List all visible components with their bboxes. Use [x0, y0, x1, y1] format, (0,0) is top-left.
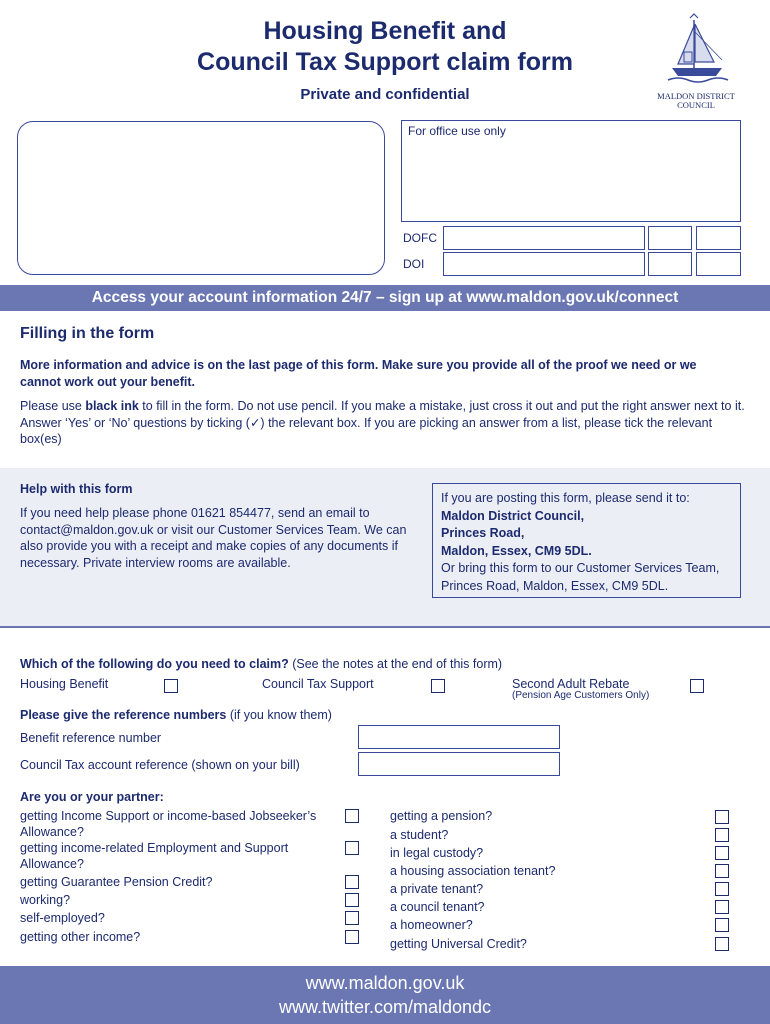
homeowner-checkbox[interactable]: [715, 918, 729, 932]
partner-right-item: getting a pension?: [390, 809, 493, 823]
partner-right-item: in legal custody?: [390, 846, 484, 860]
council-tenant-checkbox[interactable]: [715, 900, 729, 914]
partner-left-item: getting income-related Employment and Support Allowance?: [20, 841, 289, 871]
logo-text-line1: MALDON DISTRICT: [657, 91, 735, 101]
posting-address-line2: Princes Road,: [441, 526, 525, 540]
partner-right-item: a homeowner?: [390, 918, 473, 932]
second-adult-note: (Pension Age Customers Only): [512, 690, 650, 701]
legal-custody-checkbox[interactable]: [715, 846, 729, 860]
partner-left-item: getting other income?: [20, 930, 141, 944]
working-checkbox[interactable]: [345, 893, 359, 907]
sailing-barge-icon: [648, 12, 744, 87]
doi-field-3[interactable]: [696, 252, 741, 276]
dofc-field[interactable]: [443, 226, 645, 250]
partner-heading: Are you or your partner:: [20, 790, 164, 804]
claim-option-council-tax-label: Council Tax Support: [262, 677, 374, 691]
benefit-reference-label: Benefit reference number: [20, 731, 162, 745]
partner-right-item: a private tenant?: [390, 882, 484, 896]
form-title-line1: Housing Benefit and: [263, 17, 507, 45]
partner-left-item: self-employed?: [20, 911, 105, 925]
student-checkbox[interactable]: [715, 828, 729, 842]
claim-option-second-adult-label: Second Adult Rebate: [512, 677, 630, 691]
council-tax-support-checkbox[interactable]: [431, 679, 445, 693]
doi-field[interactable]: [443, 252, 645, 276]
doi-field-2[interactable]: [648, 252, 692, 276]
partner-right-item: a student?: [390, 828, 449, 842]
partner-right-item: a council tenant?: [390, 900, 485, 914]
dofc-field-2[interactable]: [648, 226, 692, 250]
refs-heading: Please give the reference numbers (if you know them): [20, 708, 332, 722]
self-employed-checkbox[interactable]: [345, 911, 359, 925]
partner-left-item: getting Guarantee Pension Credit?: [20, 875, 213, 889]
universal-credit-checkbox[interactable]: [715, 937, 729, 951]
benefit-reference-input[interactable]: [358, 725, 560, 749]
posting-alternative: Or bring this form to our Customer Services Team, Princes Road, Maldon, Essex, CM9 5DL.: [441, 561, 720, 593]
footer-twitter-link[interactable]: www.twitter.com/maldondc: [278, 997, 492, 1017]
claim-question: Which of the following do you need to claim? (See the notes at the end of this form): [20, 657, 503, 671]
partner-right-item: getting Universal Credit?: [390, 937, 527, 951]
office-use-label: For office use only: [408, 124, 506, 138]
esa-checkbox[interactable]: [345, 841, 359, 855]
doi-label: DOI: [403, 257, 425, 271]
partner-left-item: working?: [20, 893, 71, 907]
pension-checkbox[interactable]: [715, 810, 729, 824]
address-window: [17, 121, 385, 275]
pension-credit-checkbox[interactable]: [345, 875, 359, 889]
partner-right-item: a housing association tenant?: [390, 864, 556, 878]
housing-association-checkbox[interactable]: [715, 864, 729, 878]
help-body: If you need help please phone 01621 854477, send an email to contact@maldon.gov.uk or visit our Customer Services Team. We can also provide you with a receipt and make copies of any documents if necessary. Private interview rooms are available.: [20, 506, 407, 570]
posting-intro: If you are posting this form, please send it to:: [441, 491, 690, 505]
partner-left-item: getting Income Support or income-based Jobseeker’s Allowance?: [20, 809, 317, 839]
help-heading: Help with this form: [20, 482, 133, 496]
footer: [0, 966, 770, 1024]
dofc-field-3[interactable]: [696, 226, 741, 250]
claim-option-housing-benefit-label: Housing Benefit: [20, 677, 109, 691]
posting-address-line3: Maldon, Essex, CM9 5DL.: [441, 543, 592, 558]
account-banner: Access your account information 24/7 – sign up at www.maldon.gov.uk/connect: [0, 285, 770, 311]
black-ink-emphasis: black ink: [85, 399, 139, 413]
housing-benefit-checkbox[interactable]: [164, 679, 178, 693]
form-subtitle: Private and confidential: [300, 86, 470, 103]
council-tax-reference-label: Council Tax account reference (shown on your bill): [20, 758, 300, 772]
posting-address-line1: Maldon District Council,: [441, 508, 585, 523]
section-divider: [0, 626, 770, 628]
council-tax-reference-input[interactable]: [358, 752, 560, 776]
form-title-line2: Council Tax Support claim form: [197, 48, 573, 76]
second-adult-rebate-checkbox[interactable]: [690, 679, 704, 693]
footer-website-link[interactable]: www.maldon.gov.uk: [305, 973, 465, 993]
filling-instructions: Please use black ink to fill in the form. Do not use pencil. If you make a mistake, just cross it out and put the right answer next to it. Answer ‘Yes’ or ‘No’ questions by ticking (✓) the relevant box. If you are picking an answer from a list, please tick the relevant box(es): [20, 399, 745, 446]
other-income-checkbox[interactable]: [345, 930, 359, 944]
council-logo: [648, 12, 744, 110]
logo-text-line2: COUNCIL: [677, 100, 715, 110]
office-use-box: [401, 120, 741, 222]
posting-address-box: [432, 483, 741, 598]
dofc-label: DOFC: [403, 231, 437, 245]
filling-heading: Filling in the form: [20, 325, 155, 342]
private-tenant-checkbox[interactable]: [715, 882, 729, 896]
filling-intro: More information and advice is on the last page of this form. Make sure you provide all of the proof we need or we cannot work out your benefit.: [20, 358, 697, 389]
income-support-checkbox[interactable]: [345, 809, 359, 823]
